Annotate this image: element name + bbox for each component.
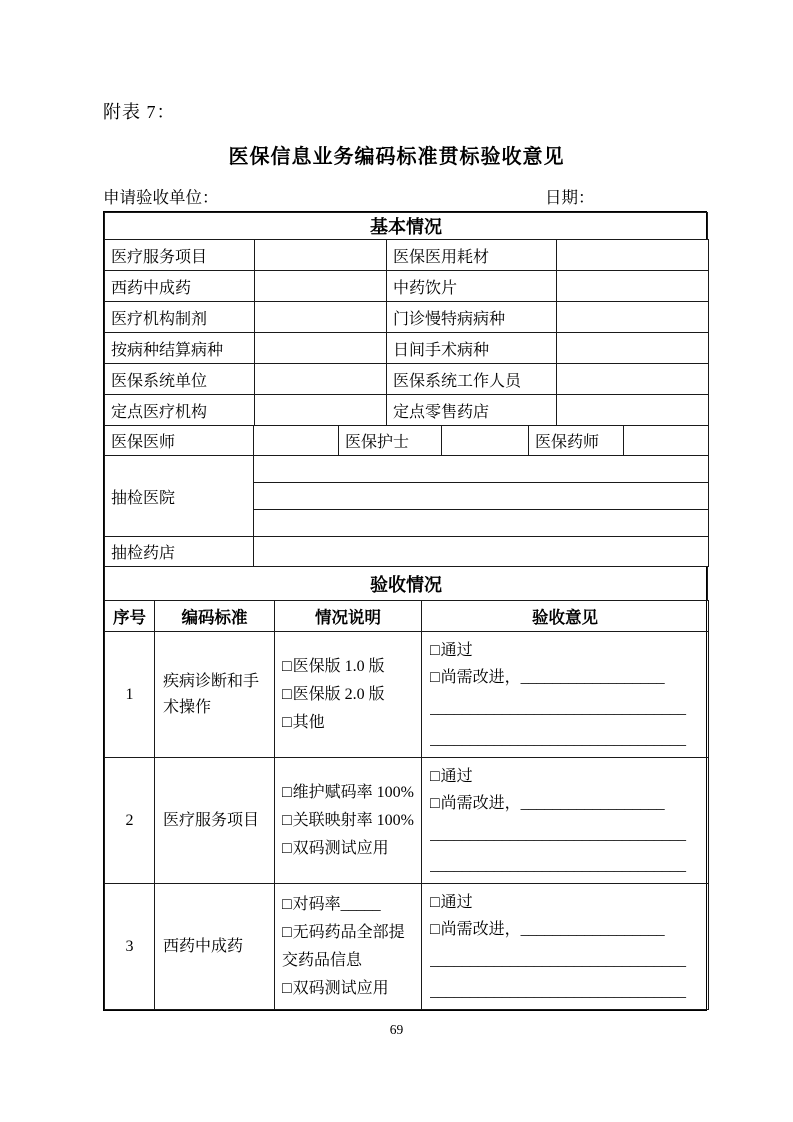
row-number: 2 [105, 758, 155, 884]
checkbox-option [430, 916, 702, 943]
checkbox-option [282, 975, 419, 1003]
column-header: 验收意见 [422, 601, 709, 632]
acceptance-opinion [422, 632, 709, 758]
option-label: 尚需改进，__________________ [440, 921, 665, 938]
option-label: 通过 [440, 642, 473, 659]
acceptance-form [103, 211, 707, 1011]
checkbox-option [282, 891, 419, 919]
table-header-row [105, 601, 709, 632]
field-value-cell [255, 395, 387, 426]
field-label: 医保医师 [105, 426, 254, 456]
field-label: 医保药师 [529, 426, 624, 456]
table-row [105, 364, 709, 395]
option-label: 对码率_____ [292, 895, 381, 913]
field-value-cell [557, 364, 709, 395]
checkbox-option [430, 889, 702, 916]
field-value-cell [254, 426, 339, 456]
option-label: 其他 [292, 713, 325, 731]
field-label: 日间手术病种 [387, 333, 557, 364]
sampled-pharmacy-table [104, 536, 709, 567]
hospital-line-cell [254, 456, 709, 483]
checkbox-icon: □ [430, 894, 440, 911]
checkbox-icon: □ [282, 839, 292, 857]
field-value-cell [557, 240, 709, 271]
hospital-line-cell [254, 510, 709, 537]
field-value-cell [557, 395, 709, 426]
coding-standard-label: 西药中成药 [155, 884, 275, 1010]
page-number: 69 [389, 1022, 404, 1037]
checkbox-icon: □ [430, 768, 440, 785]
situation-options [275, 758, 422, 884]
column-header: 情况说明 [275, 601, 422, 632]
table-row [105, 537, 709, 567]
field-value-cell [557, 333, 709, 364]
table-row [105, 333, 709, 364]
checkbox-option [282, 709, 419, 737]
acceptance-table [104, 600, 709, 1010]
checkbox-option [430, 637, 702, 664]
field-value-cell [557, 302, 709, 333]
field-label: 门诊慢特病病种 [387, 302, 557, 333]
table-row [105, 395, 709, 426]
field-label: 抽检医院 [105, 456, 254, 537]
field-label: 医疗机构制剂 [105, 302, 255, 333]
checkbox-option [430, 763, 702, 790]
field-value-cell [255, 240, 387, 271]
table-row [105, 302, 709, 333]
field-value-cell [442, 426, 529, 456]
option-label: 无码药品全部提交药品信息 [282, 923, 405, 969]
checkbox-option [430, 664, 702, 691]
column-header: 编码标准 [155, 601, 275, 632]
field-label: 医保系统工作人员 [387, 364, 557, 395]
checkbox-icon: □ [282, 713, 292, 731]
section-header-basic-info: 基本情况 [105, 213, 708, 240]
attachment-label: 附表 7： [103, 102, 176, 122]
field-label: 医疗服务项目 [105, 240, 255, 271]
fill-in-line: ________________________________ [430, 826, 686, 843]
checkbox-icon: □ [430, 642, 440, 659]
field-value-cell [255, 302, 387, 333]
field-label: 抽检药店 [105, 537, 254, 567]
table-row [105, 240, 709, 271]
checkbox-option [282, 653, 419, 681]
hospital-line-cell [254, 483, 709, 510]
checkbox-option [282, 807, 419, 835]
checkbox-icon: □ [282, 895, 292, 913]
field-value-cell [255, 271, 387, 302]
field-label: 西药中成药 [105, 271, 255, 302]
section-header-acceptance: 验收情况 [105, 567, 708, 601]
option-label: 双码测试应用 [292, 979, 389, 997]
applicant-unit-label: 申请验收单位： [103, 188, 219, 207]
checkbox-option [282, 919, 419, 975]
option-label: 维护赋码率 100% [292, 783, 415, 801]
checkbox-option [282, 835, 419, 863]
field-value-cell [624, 426, 709, 456]
row-number: 1 [105, 632, 155, 758]
sampled-hospital-table [104, 455, 709, 537]
field-value-cell [254, 537, 709, 567]
checkbox-icon: □ [430, 795, 440, 812]
coding-standard-label: 医疗服务项目 [155, 758, 275, 884]
checkbox-option [430, 790, 702, 817]
field-value-cell [557, 271, 709, 302]
field-value-cell [255, 333, 387, 364]
option-label: 医保版 1.0 版 [292, 657, 385, 675]
field-label: 中药饮片 [387, 271, 557, 302]
checkbox-option [282, 681, 419, 709]
table-row [105, 456, 709, 483]
fill-in-line: ________________________________ [430, 857, 686, 874]
acceptance-header-table [104, 566, 708, 601]
acceptance-opinion [422, 884, 709, 1010]
fill-in-line: ________________________________ [430, 952, 686, 969]
checkbox-icon: □ [282, 923, 292, 941]
checkbox-option [282, 779, 419, 807]
field-label: 定点零售药店 [387, 395, 557, 426]
acceptance-row [105, 632, 709, 758]
option-label: 尚需改进，__________________ [440, 669, 665, 686]
option-label: 关联映射率 100% [292, 811, 415, 829]
fill-in-line: ________________________________ [430, 983, 686, 1000]
checkbox-icon: □ [430, 921, 440, 938]
table-row [105, 271, 709, 302]
field-label: 按病种结算病种 [105, 333, 255, 364]
checkbox-icon: □ [282, 979, 292, 997]
field-label: 定点医疗机构 [105, 395, 255, 426]
row-number: 3 [105, 884, 155, 1010]
coding-standard-label: 疾病诊断和手术操作 [155, 632, 275, 758]
page-title: 医保信息业务编码标准贯标验收意见 [228, 146, 565, 168]
option-label: 通过 [440, 768, 473, 785]
fill-in-line: ________________________________ [430, 731, 686, 748]
date-label: 日期： [545, 188, 595, 207]
situation-options [275, 884, 422, 1010]
form-meta [103, 184, 707, 208]
checkbox-icon: □ [282, 783, 292, 801]
table-row [105, 426, 709, 456]
option-label: 通过 [440, 894, 473, 911]
checkbox-icon: □ [282, 657, 292, 675]
field-label: 医保护士 [339, 426, 442, 456]
situation-options [275, 632, 422, 758]
acceptance-opinion [422, 758, 709, 884]
field-label: 医保系统单位 [105, 364, 255, 395]
option-label: 尚需改进，__________________ [440, 795, 665, 812]
acceptance-row [105, 884, 709, 1010]
fill-in-line: ________________________________ [430, 700, 686, 717]
basic-info-header-table [104, 212, 708, 240]
column-header: 序号 [105, 601, 155, 632]
option-label: 双码测试应用 [292, 839, 389, 857]
acceptance-row [105, 758, 709, 884]
basic-info-table [104, 239, 709, 426]
checkbox-icon: □ [430, 669, 440, 686]
option-label: 医保版 2.0 版 [292, 685, 385, 703]
field-label: 医保医用耗材 [387, 240, 557, 271]
staff-row-table [104, 425, 709, 456]
field-value-cell [255, 364, 387, 395]
checkbox-icon: □ [282, 811, 292, 829]
checkbox-icon: □ [282, 685, 292, 703]
